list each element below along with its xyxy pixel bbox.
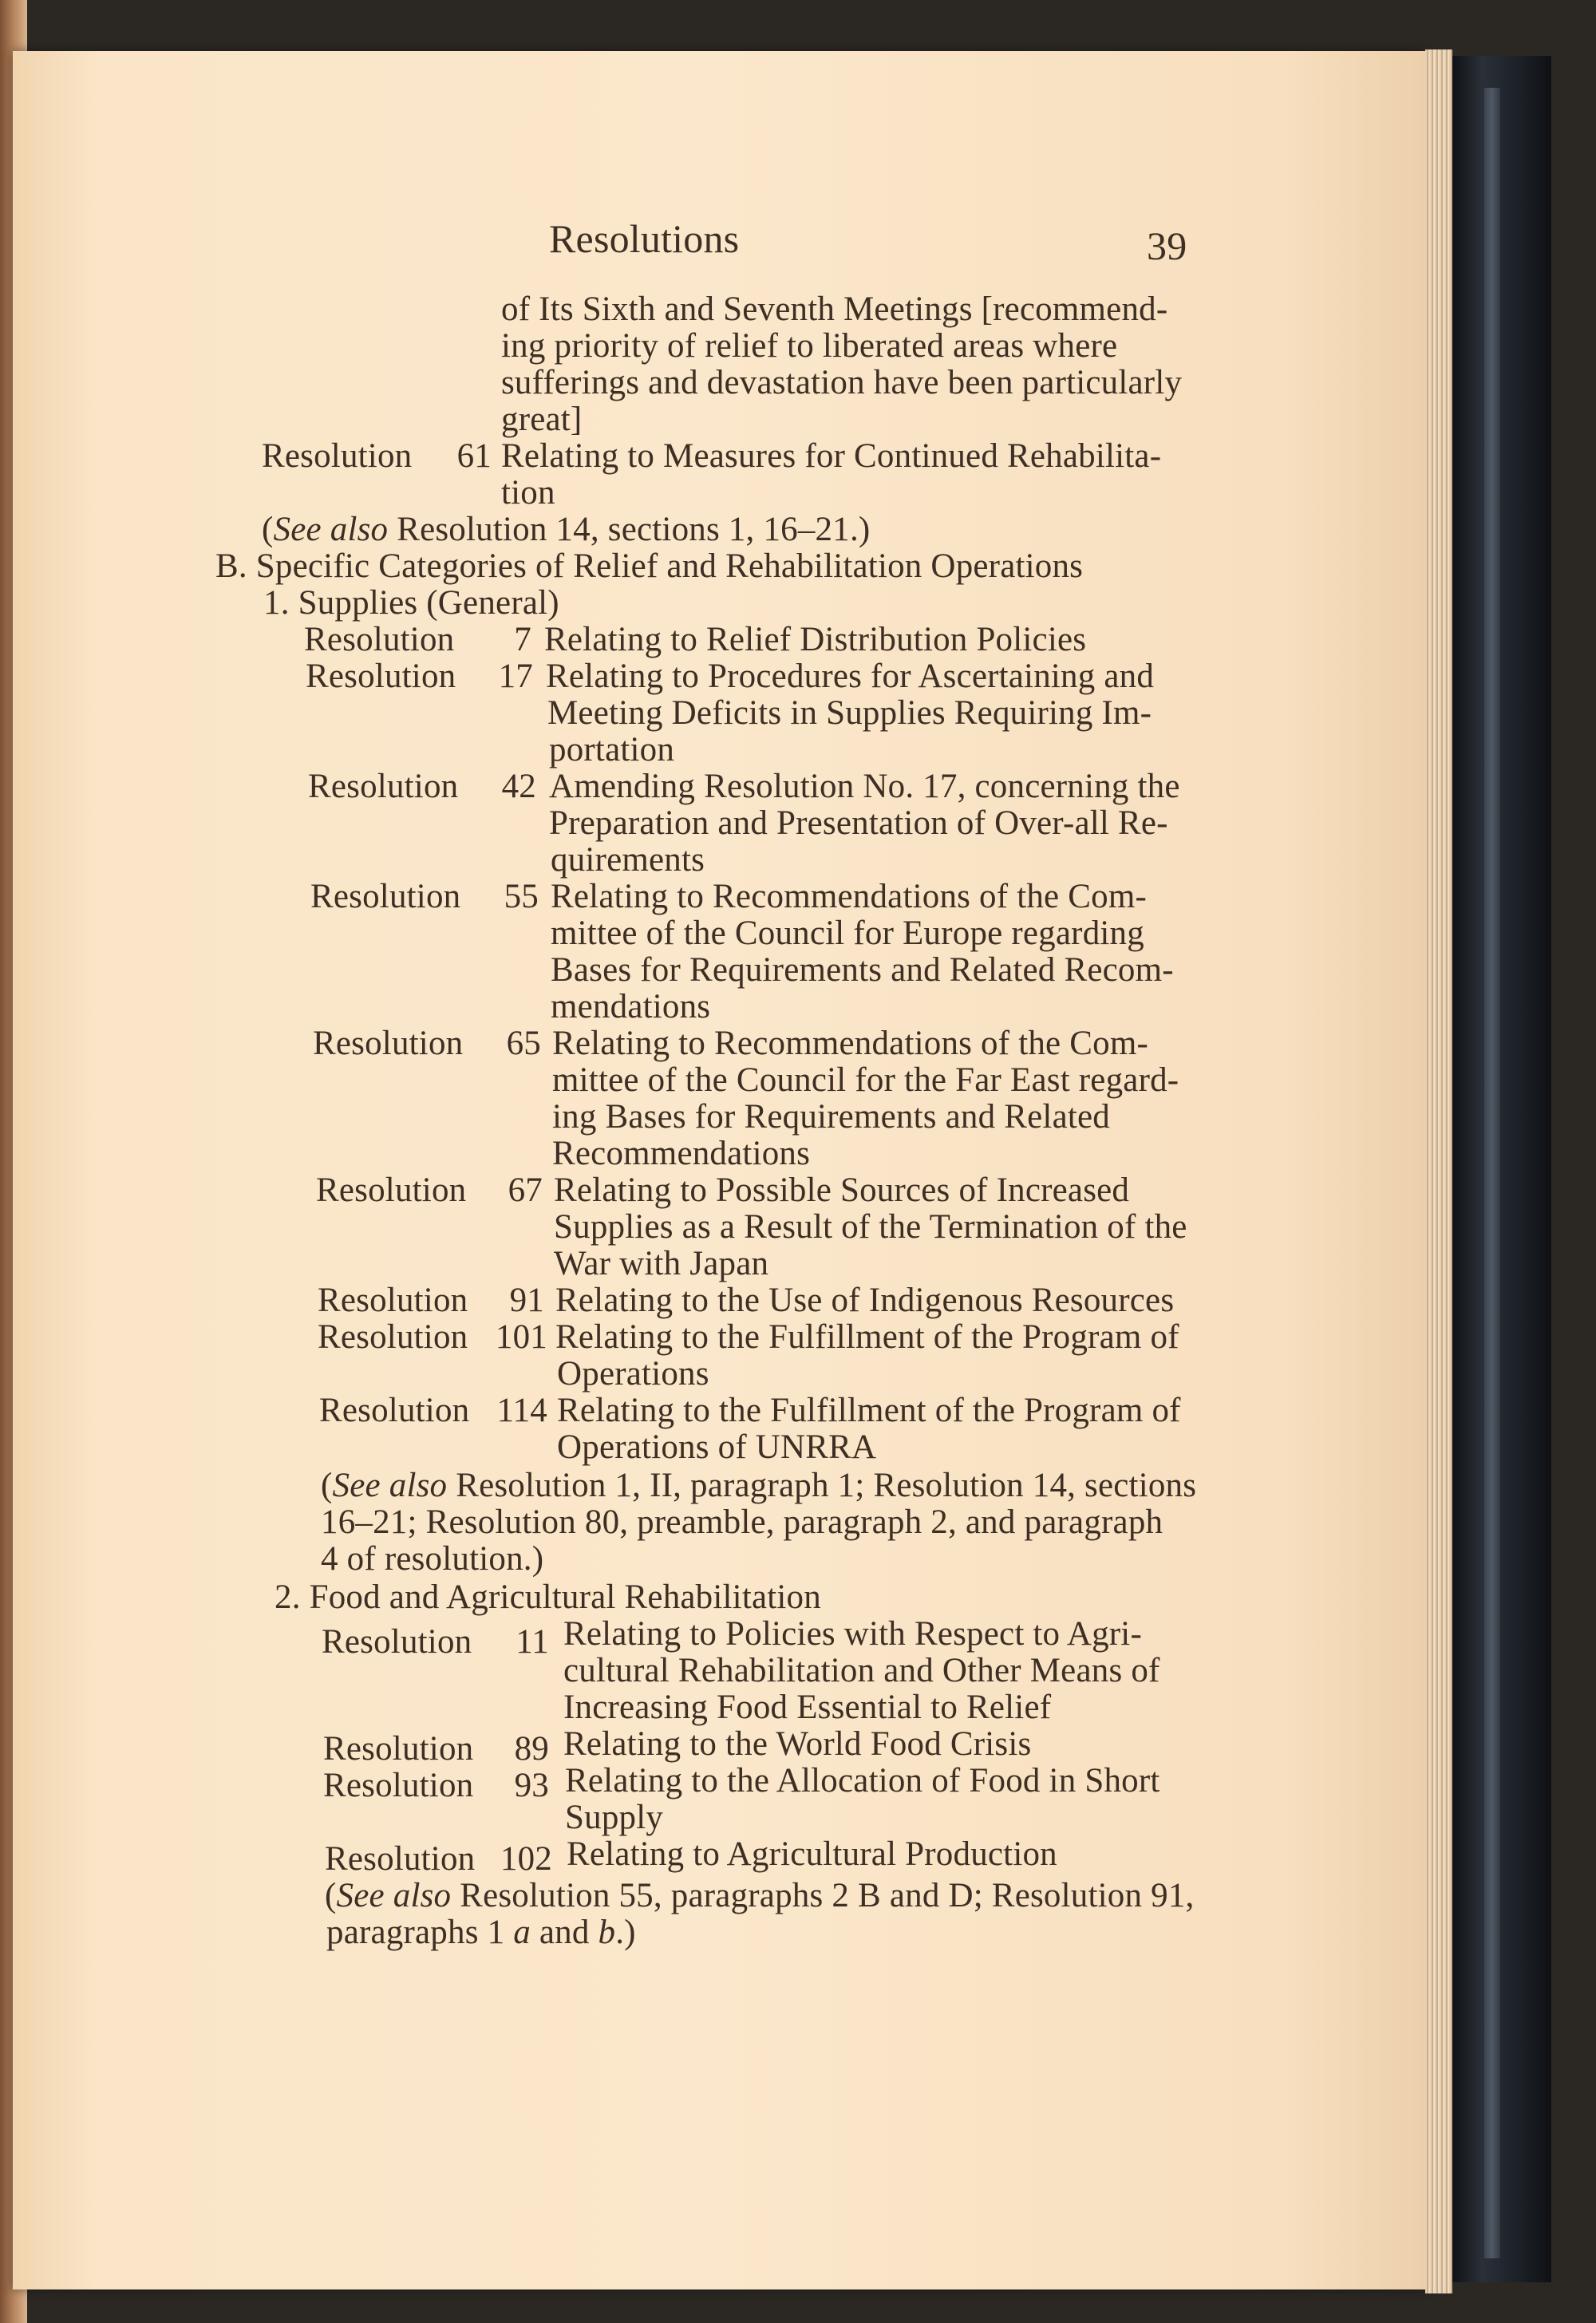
- resolution-number: 67: [508, 1171, 543, 1209]
- resolution-title: Operations of UNRRA: [557, 1428, 877, 1466]
- resolution-number: 55: [504, 878, 539, 915]
- resolution-title: mittee of the Council for Europe regarding: [551, 915, 1144, 952]
- see-also-note: 4 of resolution.): [321, 1540, 544, 1578]
- resolution-title: mendations: [551, 988, 711, 1025]
- resolution-number: 91: [509, 1282, 544, 1319]
- see-also-italic: See also: [336, 1877, 452, 1914]
- page-edges: [1425, 49, 1452, 2293]
- resolution-number: 101: [495, 1318, 547, 1356]
- running-head: Resolutions: [549, 216, 740, 261]
- see-also-italic: See also: [332, 1467, 448, 1504]
- resolution-number: 11: [516, 1623, 549, 1661]
- section-heading: B. Specific Categories of Relief and Rehabilitation Operations: [215, 547, 1084, 585]
- resolution-title: Meeting Deficits in Supplies Requiring Im-: [547, 694, 1152, 732]
- resolution-label: Resolution: [322, 1623, 472, 1661]
- resolution-title: Relating to Relief Distribution Policies: [544, 621, 1087, 658]
- resolution-number: 42: [501, 768, 536, 805]
- resolution-title: Recommendations: [552, 1135, 811, 1172]
- see-also-italic: See also: [273, 511, 389, 548]
- text-line: sufferings and devastation have been particularly: [501, 364, 1183, 401]
- resolution-label: Resolution: [318, 1318, 468, 1356]
- resolution-label: Resolution: [313, 1025, 464, 1062]
- resolution-label: Resolution: [319, 1392, 470, 1429]
- resolution-title: Relating to Possible Sources of Increased: [554, 1171, 1130, 1209]
- resolution-number: 93: [514, 1767, 549, 1804]
- text-line: of Its Sixth and Seventh Meetings [recommend-: [501, 290, 1168, 328]
- see-also-text: Resolution 14, sections 1, 16–21.): [397, 511, 871, 548]
- resolution-label: Resolution: [316, 1171, 467, 1209]
- resolution-label: Resolution: [308, 768, 459, 805]
- resolution-label: Resolution: [306, 658, 456, 695]
- see-also-note: [326, 1914, 636, 1951]
- resolution-number: 65: [506, 1025, 541, 1062]
- see-also-text: Resolution 55, paragraphs 2 B and D; Resolution 91,: [460, 1877, 1195, 1914]
- see-also-note: (See also Resolution 14, sections 1, 16–21.): [262, 511, 871, 548]
- resolution-title: Increasing Food Essential to Relief: [563, 1689, 1052, 1726]
- resolution-title: ing Bases for Requirements and Related: [552, 1098, 1111, 1136]
- resolution-title: Relating to the Allocation of Food in Short: [565, 1762, 1160, 1800]
- resolution-label: Resolution: [325, 1840, 476, 1878]
- resolution-label: Resolution: [262, 437, 413, 475]
- resolution-title: portation: [549, 731, 675, 768]
- resolution-title: Relating to the Fulfillment of the Program of: [555, 1318, 1179, 1356]
- resolution-title: tion: [501, 474, 555, 512]
- resolution-title: Relating to Recommendations of the Com-: [552, 1025, 1149, 1062]
- resolution-title: Preparation and Presentation of Over-all Re-: [549, 804, 1168, 842]
- resolution-label: Resolution: [310, 878, 461, 915]
- resolution-number: 89: [514, 1730, 549, 1768]
- see-also-note: (See also Resolution 55, paragraphs 2 B and D; Resolution 91,: [325, 1877, 1195, 1914]
- resolution-title: War with Japan: [554, 1245, 769, 1282]
- page-number: 39: [1147, 223, 1187, 268]
- see-also-text: .): [615, 1914, 636, 1951]
- resolution-label: Resolution: [304, 621, 455, 658]
- resolution-number: 17: [498, 658, 533, 695]
- resolution-title: Relating to Procedures for Ascertaining and: [546, 658, 1155, 695]
- resolution-title: Operations: [557, 1355, 709, 1393]
- see-also-note: (See also Resolution 1, II, paragraph 1; Resolution 14, sections: [321, 1467, 1197, 1504]
- resolution-title: Relating to Measures for Continued Rehabilita-: [501, 437, 1162, 475]
- see-also-text: paragraphs 1: [326, 1914, 505, 1951]
- text-line: ing priority of relief to liberated areas where: [501, 327, 1118, 365]
- subsection-heading: 2. Food and Agricultural Rehabilitation: [275, 1578, 821, 1616]
- resolution-title: Amending Resolution No. 17, concerning the: [549, 768, 1180, 805]
- resolution-title: Relating to Agricultural Production: [567, 1835, 1057, 1873]
- see-also-note: 16–21; Resolution 80, preamble, paragraph 2, and paragraph: [321, 1503, 1163, 1541]
- resolution-title: Relating to the Fulfillment of the Program of: [557, 1392, 1181, 1429]
- resolution-title: Supply: [565, 1799, 664, 1836]
- see-also-text: and: [539, 1914, 590, 1951]
- resolution-title: Bases for Requirements and Related Recom-: [551, 951, 1174, 989]
- resolution-title: cultural Rehabilitation and Other Means of: [563, 1652, 1160, 1689]
- resolution-label: Resolution: [323, 1730, 474, 1768]
- resolution-title: Relating to Recommendations of the Com-: [551, 878, 1148, 915]
- see-also-text: Resolution 1, II, paragraph 1; Resolution 14, sections: [456, 1467, 1197, 1504]
- resolution-title: Relating to the World Food Crisis: [563, 1725, 1032, 1763]
- resolution-label: Resolution: [318, 1282, 468, 1319]
- see-also-italic: a: [513, 1914, 531, 1951]
- resolution-title: Relating to the Use of Indigenous Resources: [555, 1282, 1175, 1319]
- resolution-title: mittee of the Council for the Far East regard-: [552, 1061, 1179, 1099]
- resolution-label: Resolution: [323, 1767, 474, 1804]
- see-also-italic: b: [598, 1914, 616, 1951]
- subsection-heading: 1. Supplies (General): [263, 584, 559, 622]
- resolution-number: 102: [500, 1840, 552, 1878]
- resolution-title: Supplies as a Result of the Termination of the: [554, 1208, 1187, 1246]
- text-line: great]: [501, 401, 583, 438]
- resolution-number: 114: [496, 1392, 547, 1429]
- resolution-number: 61: [456, 437, 492, 475]
- book-cover: [1452, 56, 1551, 2282]
- cover-highlight: [1484, 88, 1500, 2258]
- resolution-title: quirements: [551, 841, 705, 879]
- resolution-number: 7: [514, 621, 531, 658]
- resolution-title: Relating to Policies with Respect to Agri-: [563, 1615, 1142, 1653]
